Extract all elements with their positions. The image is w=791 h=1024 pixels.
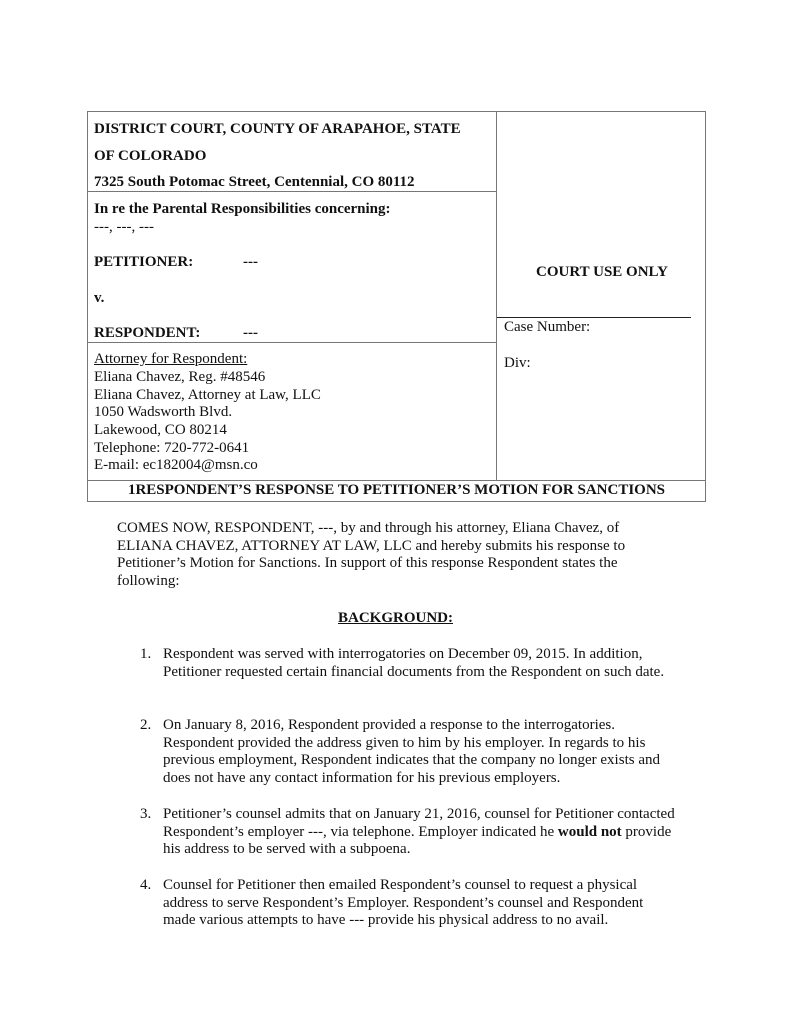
respondent-label: RESPONDENT: [94,325,201,341]
item-text-before: Petitioner’s counsel admits that on January 21, 2016, counsel for Petitioner contacted Respondent’s employer ---, via telephone. Employer indicated he [163,806,675,840]
caption-divider-vertical [496,112,497,480]
attorney-line: E-mail: ec182004@msn.co [94,457,258,473]
item-text: Respondent was served with interrogatories on December 09, 2015. In addition, Petitioner requested certain financial documents from the Respondent on such date. [163,646,665,680]
children-names: ---, ---, --- [94,219,154,235]
attorney-line: Eliana Chavez, Reg. #48546 [94,369,266,385]
versus: v. [94,290,105,306]
item-number: 3. [140,806,152,822]
item-number: 4. [140,877,152,893]
court-use-only-text: COURT USE ONLY [535,264,668,280]
background-heading: BACKGROUND: [338,610,453,626]
court-use-only [497,264,707,281]
court-name-line2: OF COLORADO [94,148,207,164]
document-title: 1RESPONDENT’S RESPONSE TO PETITIONER’S MOTION FOR SANCTIONS [127,482,666,498]
court-name-line1: DISTRICT COURT, COUNTY OF ARAPAHOE, STATE [94,121,461,137]
attorney-line: Lakewood, CO 80214 [94,422,227,438]
attorney-line: Eliana Chavez, Attorney at Law, LLC [94,387,321,403]
intro-paragraph: COMES NOW, RESPONDENT, ---, by and through his attorney, Eliana Chavez, of ELIANA CHAVEZ, ATTORNEY AT LAW, LLC and hereby submits his response to Petitioner’s Motion for Sanctions. In support of this response Respondent states the following: [117,520,626,589]
petitioner-label: PETITIONER: [94,254,194,270]
case-number-label: Case Number: [504,319,591,335]
item-number: 1. [140,646,152,662]
item-number: 2. [140,717,152,733]
item-text: On January 8, 2016, Respondent provided a response to the interrogatories. Respondent provided the address given to him by his employer. In regards to his previous employment, Respondent indicates that the company no longer exists and does not have any contact information for his previous employers. [163,717,660,786]
attorney-heading: Attorney for Respondent: [94,351,248,367]
item-text-after: provide his address to be served with a subpoena. [163,823,672,858]
attorney-line: 1050 Wadsworth Blvd. [94,404,233,420]
item-text: Counsel for Petitioner then emailed Respondent’s counsel to request a physical address to serve Respondent’s Employer. Respondent’s counsel and Respondent made various attempts to have --- provide his physical address to no avail. [163,877,644,929]
respondent-value: --- [243,325,258,341]
div-label: Div: [504,355,531,371]
item-text-emphasis: would not [557,823,622,840]
item-text [163,806,678,859]
court-address: 7325 South Potomac Street, Centennial, CO 80112 [94,174,415,190]
attorney-line: Telephone: 720-772-0641 [94,440,250,456]
in-re-line: In re the Parental Responsibilities concerning: [94,201,391,217]
case-caption-table [87,111,706,502]
case-number-rule [497,317,691,318]
petitioner-value: --- [243,254,258,270]
